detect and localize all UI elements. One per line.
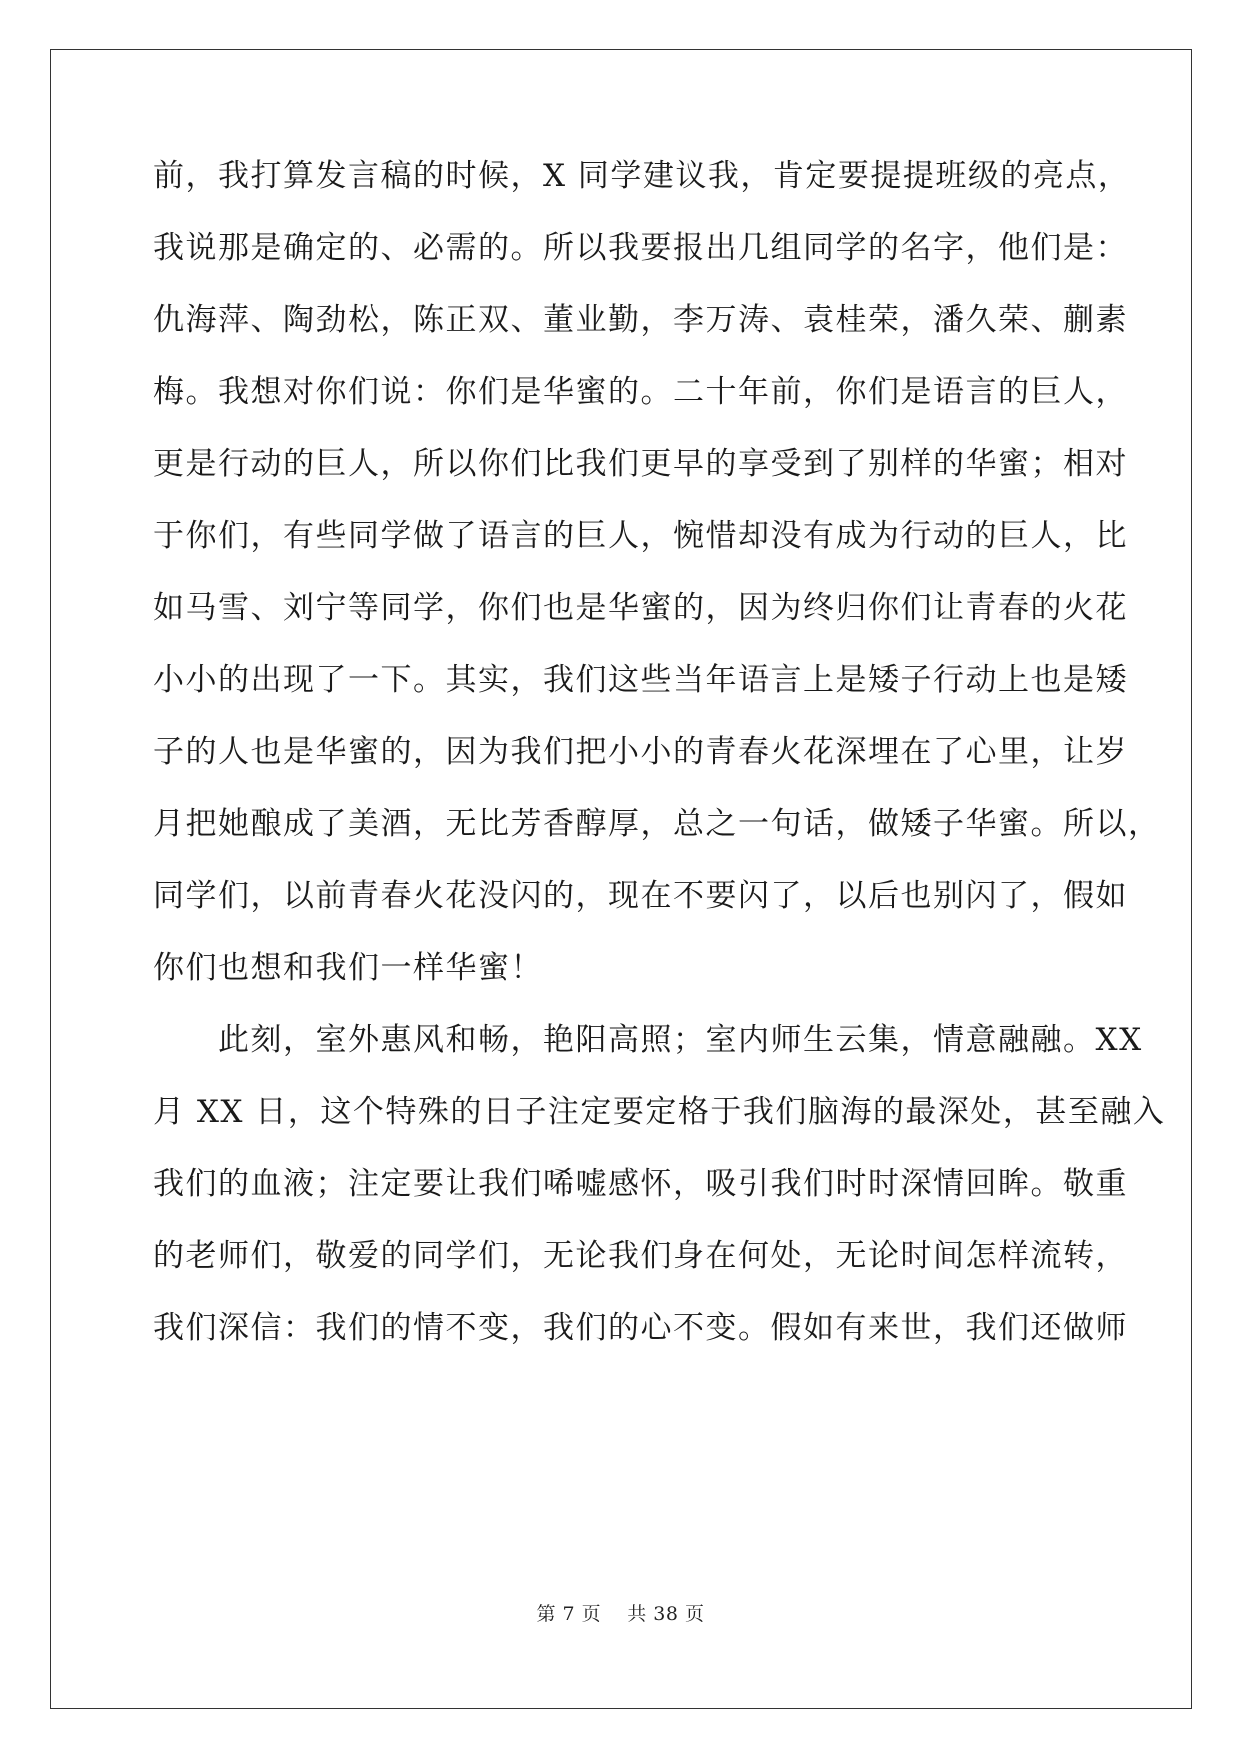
- text-line: 于你们，有些同学做了语言的巨人，惋惜却没有成为行动的巨人，比: [153, 518, 1128, 554]
- text-line: 同学们，以前青春火花没闪的，现在不要闪了，以后也别闪了，假如: [153, 878, 1128, 914]
- text-line: 我说那是确定的、必需的。所以我要报出几组同学的名字，他们是：: [153, 230, 1128, 266]
- text-line: 月把她酿成了美酒，无比芳香醇厚，总之一句话，做矮子华蜜。所以，: [153, 806, 1161, 842]
- text-line: 月 XX 日，这个特殊的日子注定要定格于我们脑海的最深处，甚至融入: [153, 1094, 1166, 1130]
- text-line: 的老师们，敬爱的同学们，无论我们身在何处，无论时间怎样流转，: [153, 1238, 1128, 1274]
- text-line: 如马雪、刘宁等同学，你们也是华蜜的，因为终归你们让青春的火花: [153, 590, 1128, 626]
- text-line: 我们深信：我们的情不变，我们的心不变。假如有来世，我们还做师: [153, 1310, 1128, 1346]
- text-line: 更是行动的巨人，所以你们比我们更早的享受到了别样的华蜜；相对: [153, 446, 1128, 482]
- text-line: 你们也想和我们一样华蜜！: [153, 950, 543, 986]
- text-line: 子的人也是华蜜的，因为我们把小小的青春火花深埋在了心里，让岁: [153, 734, 1128, 770]
- text-line: 我们的血液；注定要让我们唏嘘感怀，吸引我们时时深情回眸。敬重: [153, 1166, 1128, 1202]
- text-line: 仇海萍、陶劲松，陈正双、董业勤，李万涛、袁桂荣，潘久荣、蒯素: [153, 302, 1128, 338]
- text-line: 小小的出现了一下。其实，我们这些当年语言上是矮子行动上也是矮: [153, 662, 1128, 698]
- text-line: 梅。我想对你们说：你们是华蜜的。二十年前，你们是语言的巨人，: [153, 374, 1128, 410]
- text-line: 此刻，室外惠风和畅，艳阳高照；室内师生云集，情意融融。XX: [153, 1022, 1143, 1058]
- text-line: 前，我打算发言稿的时候，X 同学建议我，肯定要提提班级的亮点，: [153, 158, 1131, 194]
- page-number-footer: 第 7 页 共 38 页: [536, 1603, 705, 1625]
